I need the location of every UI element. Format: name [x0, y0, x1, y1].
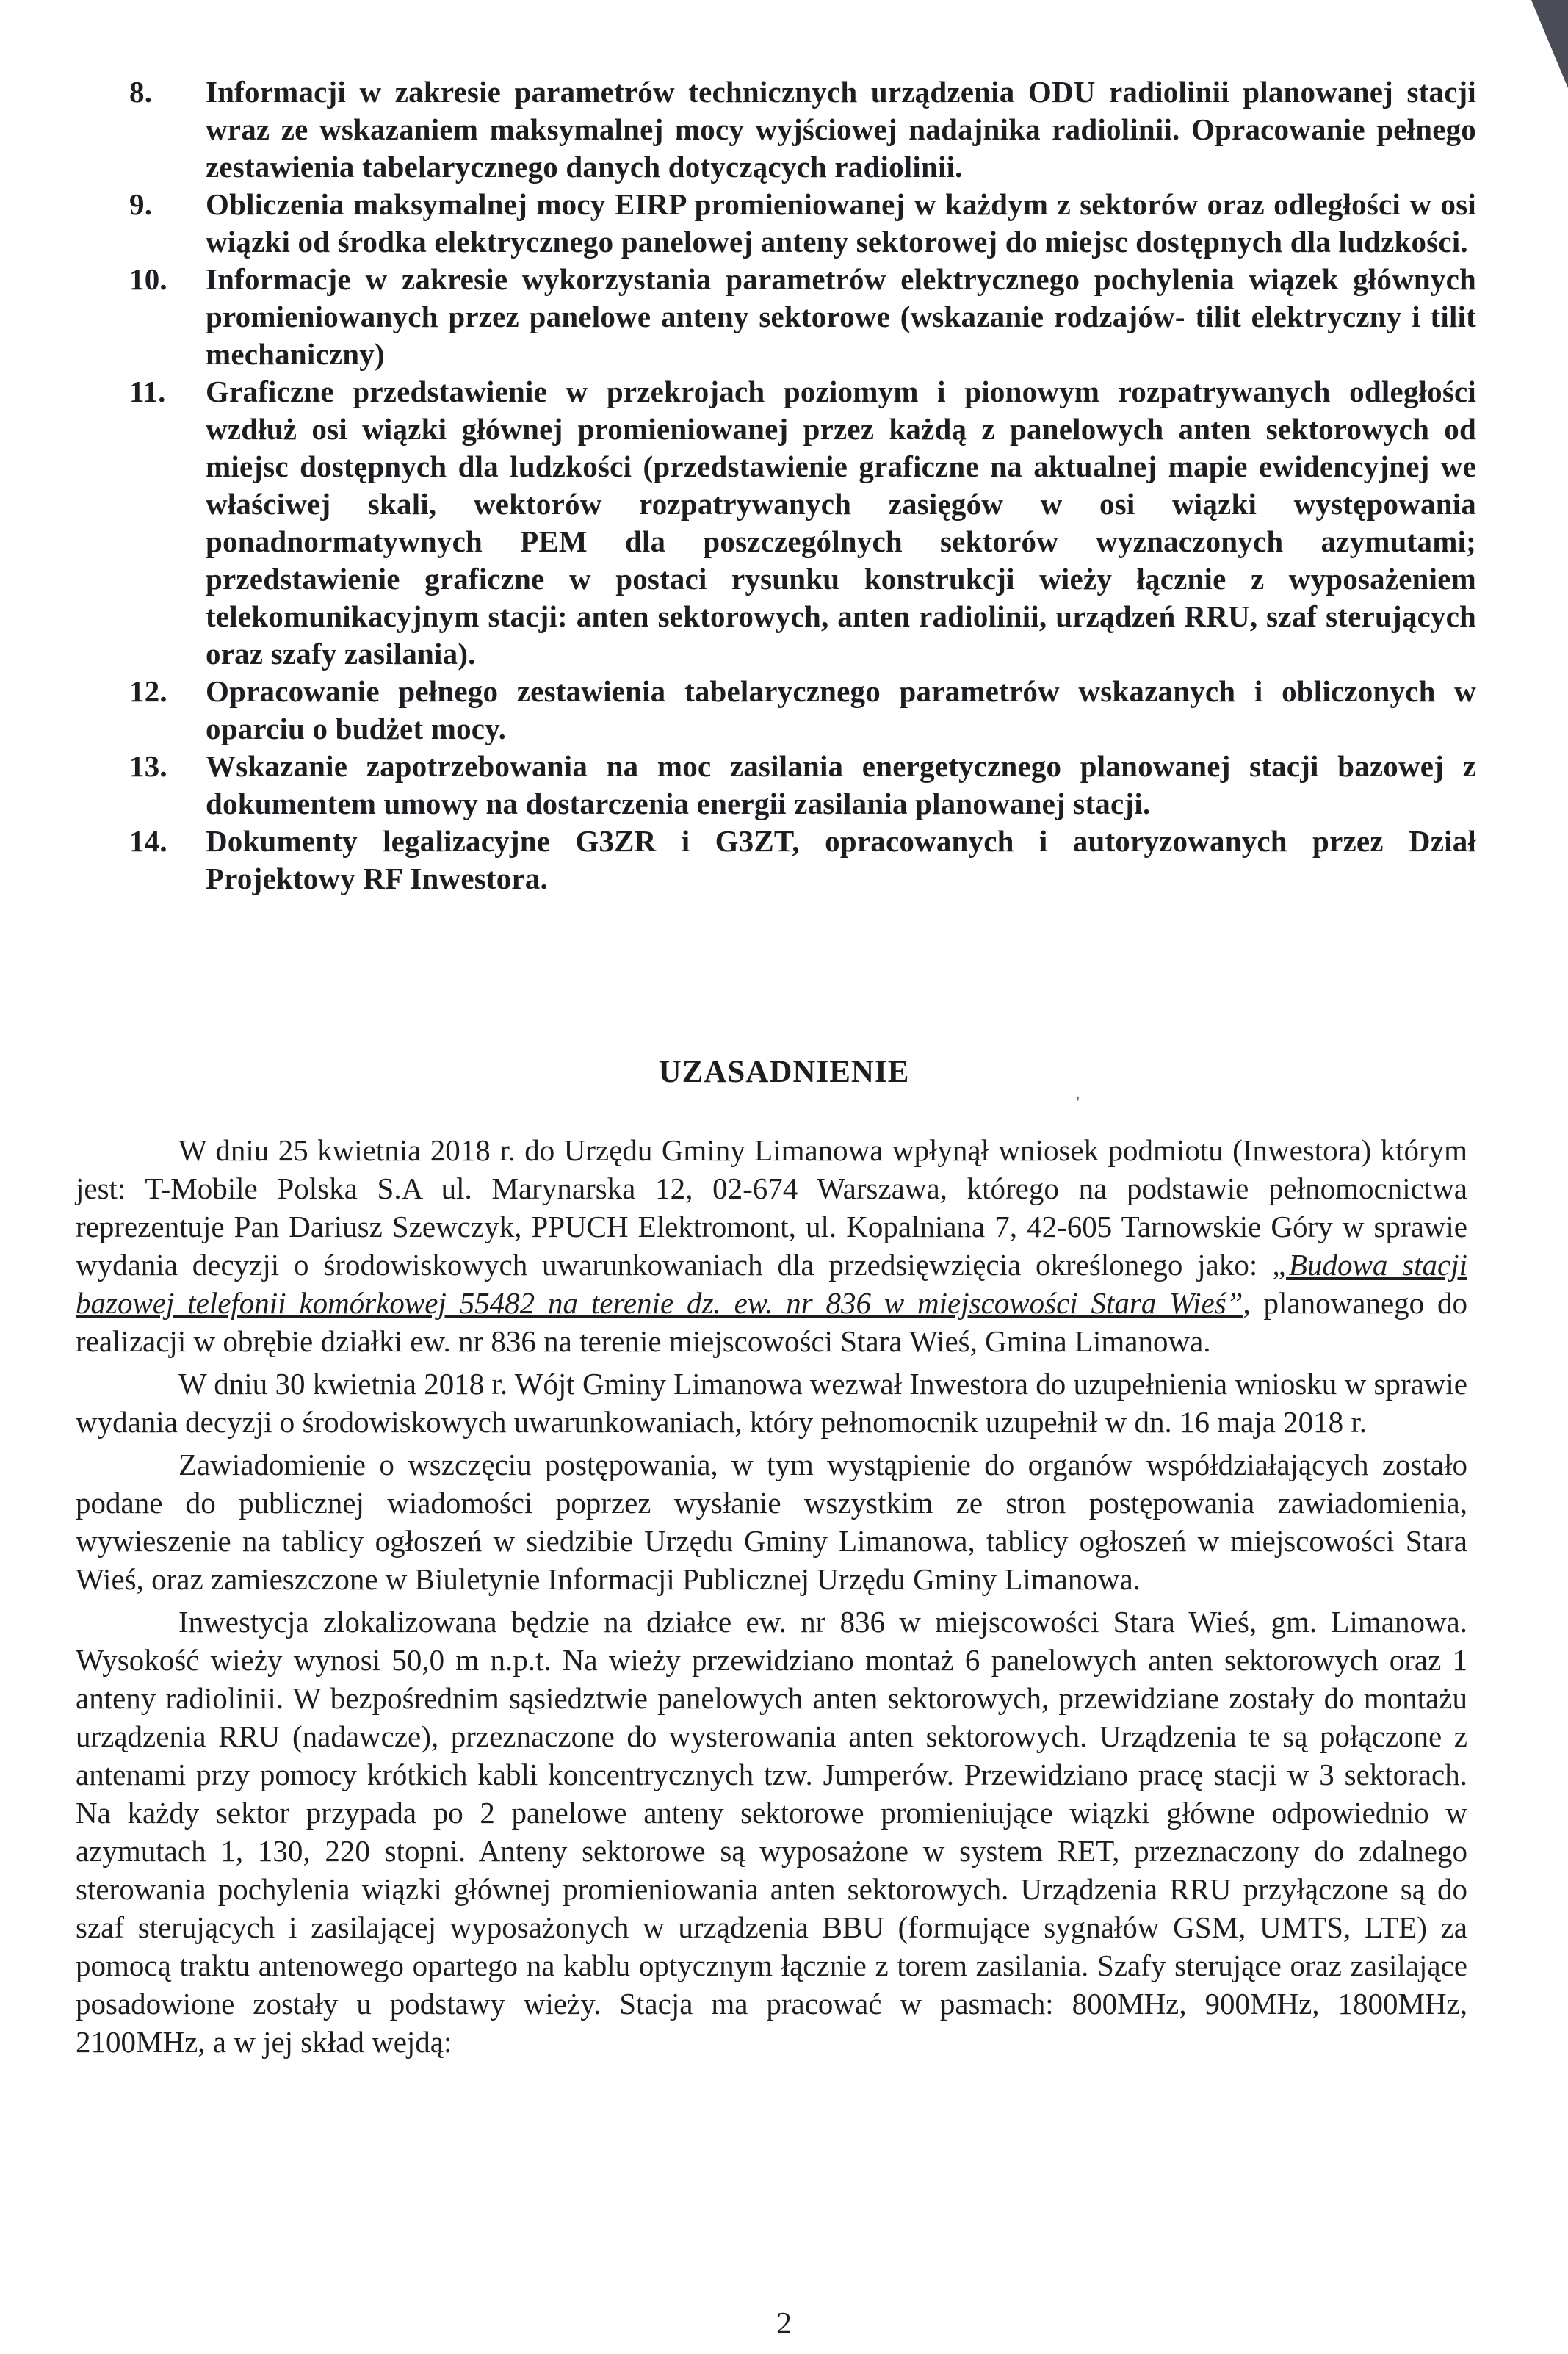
- list-text: Opracowanie pełnego zestawienia tabelarycznego parametrów wskazanych i obliczonych w oparciu o budżet mocy.: [206, 674, 1476, 745]
- list-number: 13.: [129, 749, 167, 783]
- list-number: 8.: [129, 75, 153, 109]
- list-text: Informacje w zakresie wykorzystania parametrów elektrycznego pochylenia wiązek głównych promieniowanych przez panelowe anteny sektorowe (wskazanie rodzajów- tilit elektryczny i tilit mechaniczny): [206, 262, 1476, 371]
- list-text: Obliczenia maksymalnej mocy EIRP promieniowanej w każdym z sektorów oraz odległości w osi wiązki od środka elektrycznego panelowej anteny sektorowej do miejsc dostępnych dla ludzkości.: [206, 187, 1476, 259]
- list-text: Dokumenty legalizacyjne G3ZR i G3ZT, opracowanych i autoryzowanych przez Dział Projektowy RF Inwestora.: [206, 824, 1476, 895]
- section-title: UZASADNIENIE: [658, 1055, 910, 1089]
- paragraph-summons: W dniu 30 kwietnia 2018 r. Wójt Gminy Limanowa wezwał Inwestora do uzupełnienia wniosku w sprawie wydania decyzji o środowiskowych uwarunkowaniach, który pełnomocnik uzupełnił w dn. 16 maja 2018 r.: [76, 1367, 1467, 1439]
- list-number: 9.: [129, 187, 153, 221]
- list-item: [123, 823, 1476, 898]
- project-name-quote: „Budowa stacji bazowej telefonii komórkowej 55482 na terenie dz. ew. nr 836 w miejscowości Stara Wieś”: [76, 1248, 1467, 1320]
- paragraph-investment: Inwestycja zlokalizowana będzie na działce ew. nr 836 w miejscowości Stara Wieś, gm. Limanowa. Wysokość wieży wynosi 50,0 m n.p.t. Na wieży przewidziano montaż 6 panelowych anten sektorowych oraz 1 anteny radiolinii. W bezpośrednim sąsiedztwie panelowych anten sektorowych, przewidziane zostały do montażu urządzenia RRU (nadawcze), przeznaczone do wysterowania anten sektorowych. Urządzenia te są połączone z antenami przy pomocy krótkich kabli koncentrycznych tzw. Jumperów. Przewidziano pracę stacji w 3 sektorach. Na każdy sektor przypada po 2 panelowe anteny sektorowe promieniujące wiązki główne odpowiednio w azymutach 1, 130, 220 stopni. Anteny sektorowe są wyposażone w system RET, przeznaczony do zdalnego sterowania pochylenia wiązki głównej promieniowania anten sektorowych. Urządzenia RRU przyłączone są do szaf sterujących i zasilającej wyposażonych w urządzenia BBU (formujące sygnałów GSM, UMTS, LTE) za pomocą traktu antenowego opartego na kablu optycznym łącznie z torem zasilania. Szafy sterujące oraz zasilające posadowione zostały u podstawy wieży. Stacja ma pracować w pasmach: 800MHz, 900MHz, 1800MHz, 2100MHz, a w jej skład wejdą:: [76, 1605, 1467, 2059]
- list-number: 12.: [129, 674, 167, 708]
- paragraph-text: , planowanego do realizacji w obrębie działki ew. nr 836 na terenie miejscowości Stara Wieś, Gmina Limanowa.: [76, 1286, 1467, 1358]
- list-text: Informacji w zakresie parametrów technicznych urządzenia ODU radiolinii planowanej stacji wraz ze wskazaniem maksymalnej mocy wyjściowej nadajnika radiolinii. Opracowanie pełnego zestawienia tabelarycznego danych dotyczących radiolinii.: [206, 75, 1476, 184]
- list-text: Wskazanie zapotrzebowania na moc zasilania energetycznego planowanej stacji bazowej z dokumentem umowy na dostarczenia energii zasilania planowanej stacji.: [206, 749, 1476, 820]
- list-number: 14.: [129, 824, 167, 858]
- justification-body: [76, 1131, 1467, 2065]
- list-item: [123, 673, 1476, 748]
- list-item: [123, 261, 1476, 373]
- list-text: Graficzne przedstawienie w przekrojach poziomym i pionowym rozpatrywanych odległości wzdłuż osi wiązki głównej promieniowanej przez każdą z panelowych anten sektorowych od miejsc dostępnych dla ludzkości (przedstawienie graficzne na aktualnej mapie ewidencyjnej we właściwej skali, wektorów rozpatrywanych zasięgów w osi wiązki występowania ponadnormatywnych PEM dla poszczególnych sektorów wyznaczonych azymutami; przedstawienie graficzne w postaci rysunku konstrukcji wieży łącznie z wyposażeniem telekomunikacyjnym stacji: anten sektorowych, anten radiolinii, urządzeń RRU, szaf sterujących oraz szafy zasilania).: [206, 375, 1476, 671]
- paragraph-notification: Zawiadomienie o wszczęciu postępowania, w tym wystąpienie do organów współdziałających zostało podane do publicznej wiadomości poprzez wysłanie wszystkim ze stron postępowania zawiadomienia, wywieszenie na tablicy ogłoszeń w siedzibie Urzędu Gminy Limanowa, tablicy ogłoszeń w miejscowości Stara Wieś, oraz zamieszczone w Biuletynie Informacji Publicznej Urzędu Gminy Limanowa.: [76, 1448, 1467, 1596]
- paragraph-text: W dniu 25 kwietnia 2018 r. do Urzędu Gminy Limanowa wpłynął wniosek podmiotu (Inwestora) którym jest: T-Mobile Polska S.A ul. Marynarska 12, 02-674 Warszawa, którego na podstawie pełnomocnictwa reprezentuje Pan Dariusz Szewczyk, PPUCH Elektromont, ul. Kopalniana 7, 42-605 Tarnowskie Góry w sprawie wydania decyzji o środowiskowych uwarunkowaniach dla przedsięwzięcia określonego jako:: [76, 1133, 1467, 1282]
- list-number: 11.: [129, 375, 166, 408]
- page-number: 2: [776, 2307, 792, 2341]
- paragraph-application: [76, 1131, 1467, 1360]
- scan-edge-shadow: [1531, 0, 1568, 88]
- scan-mark: ': [1077, 1094, 1080, 1111]
- list-item: [123, 373, 1476, 673]
- list-item: [123, 186, 1476, 261]
- list-item: [123, 73, 1476, 186]
- requirements-list: [123, 73, 1476, 898]
- list-number: 10.: [129, 262, 167, 296]
- list-item: [123, 748, 1476, 823]
